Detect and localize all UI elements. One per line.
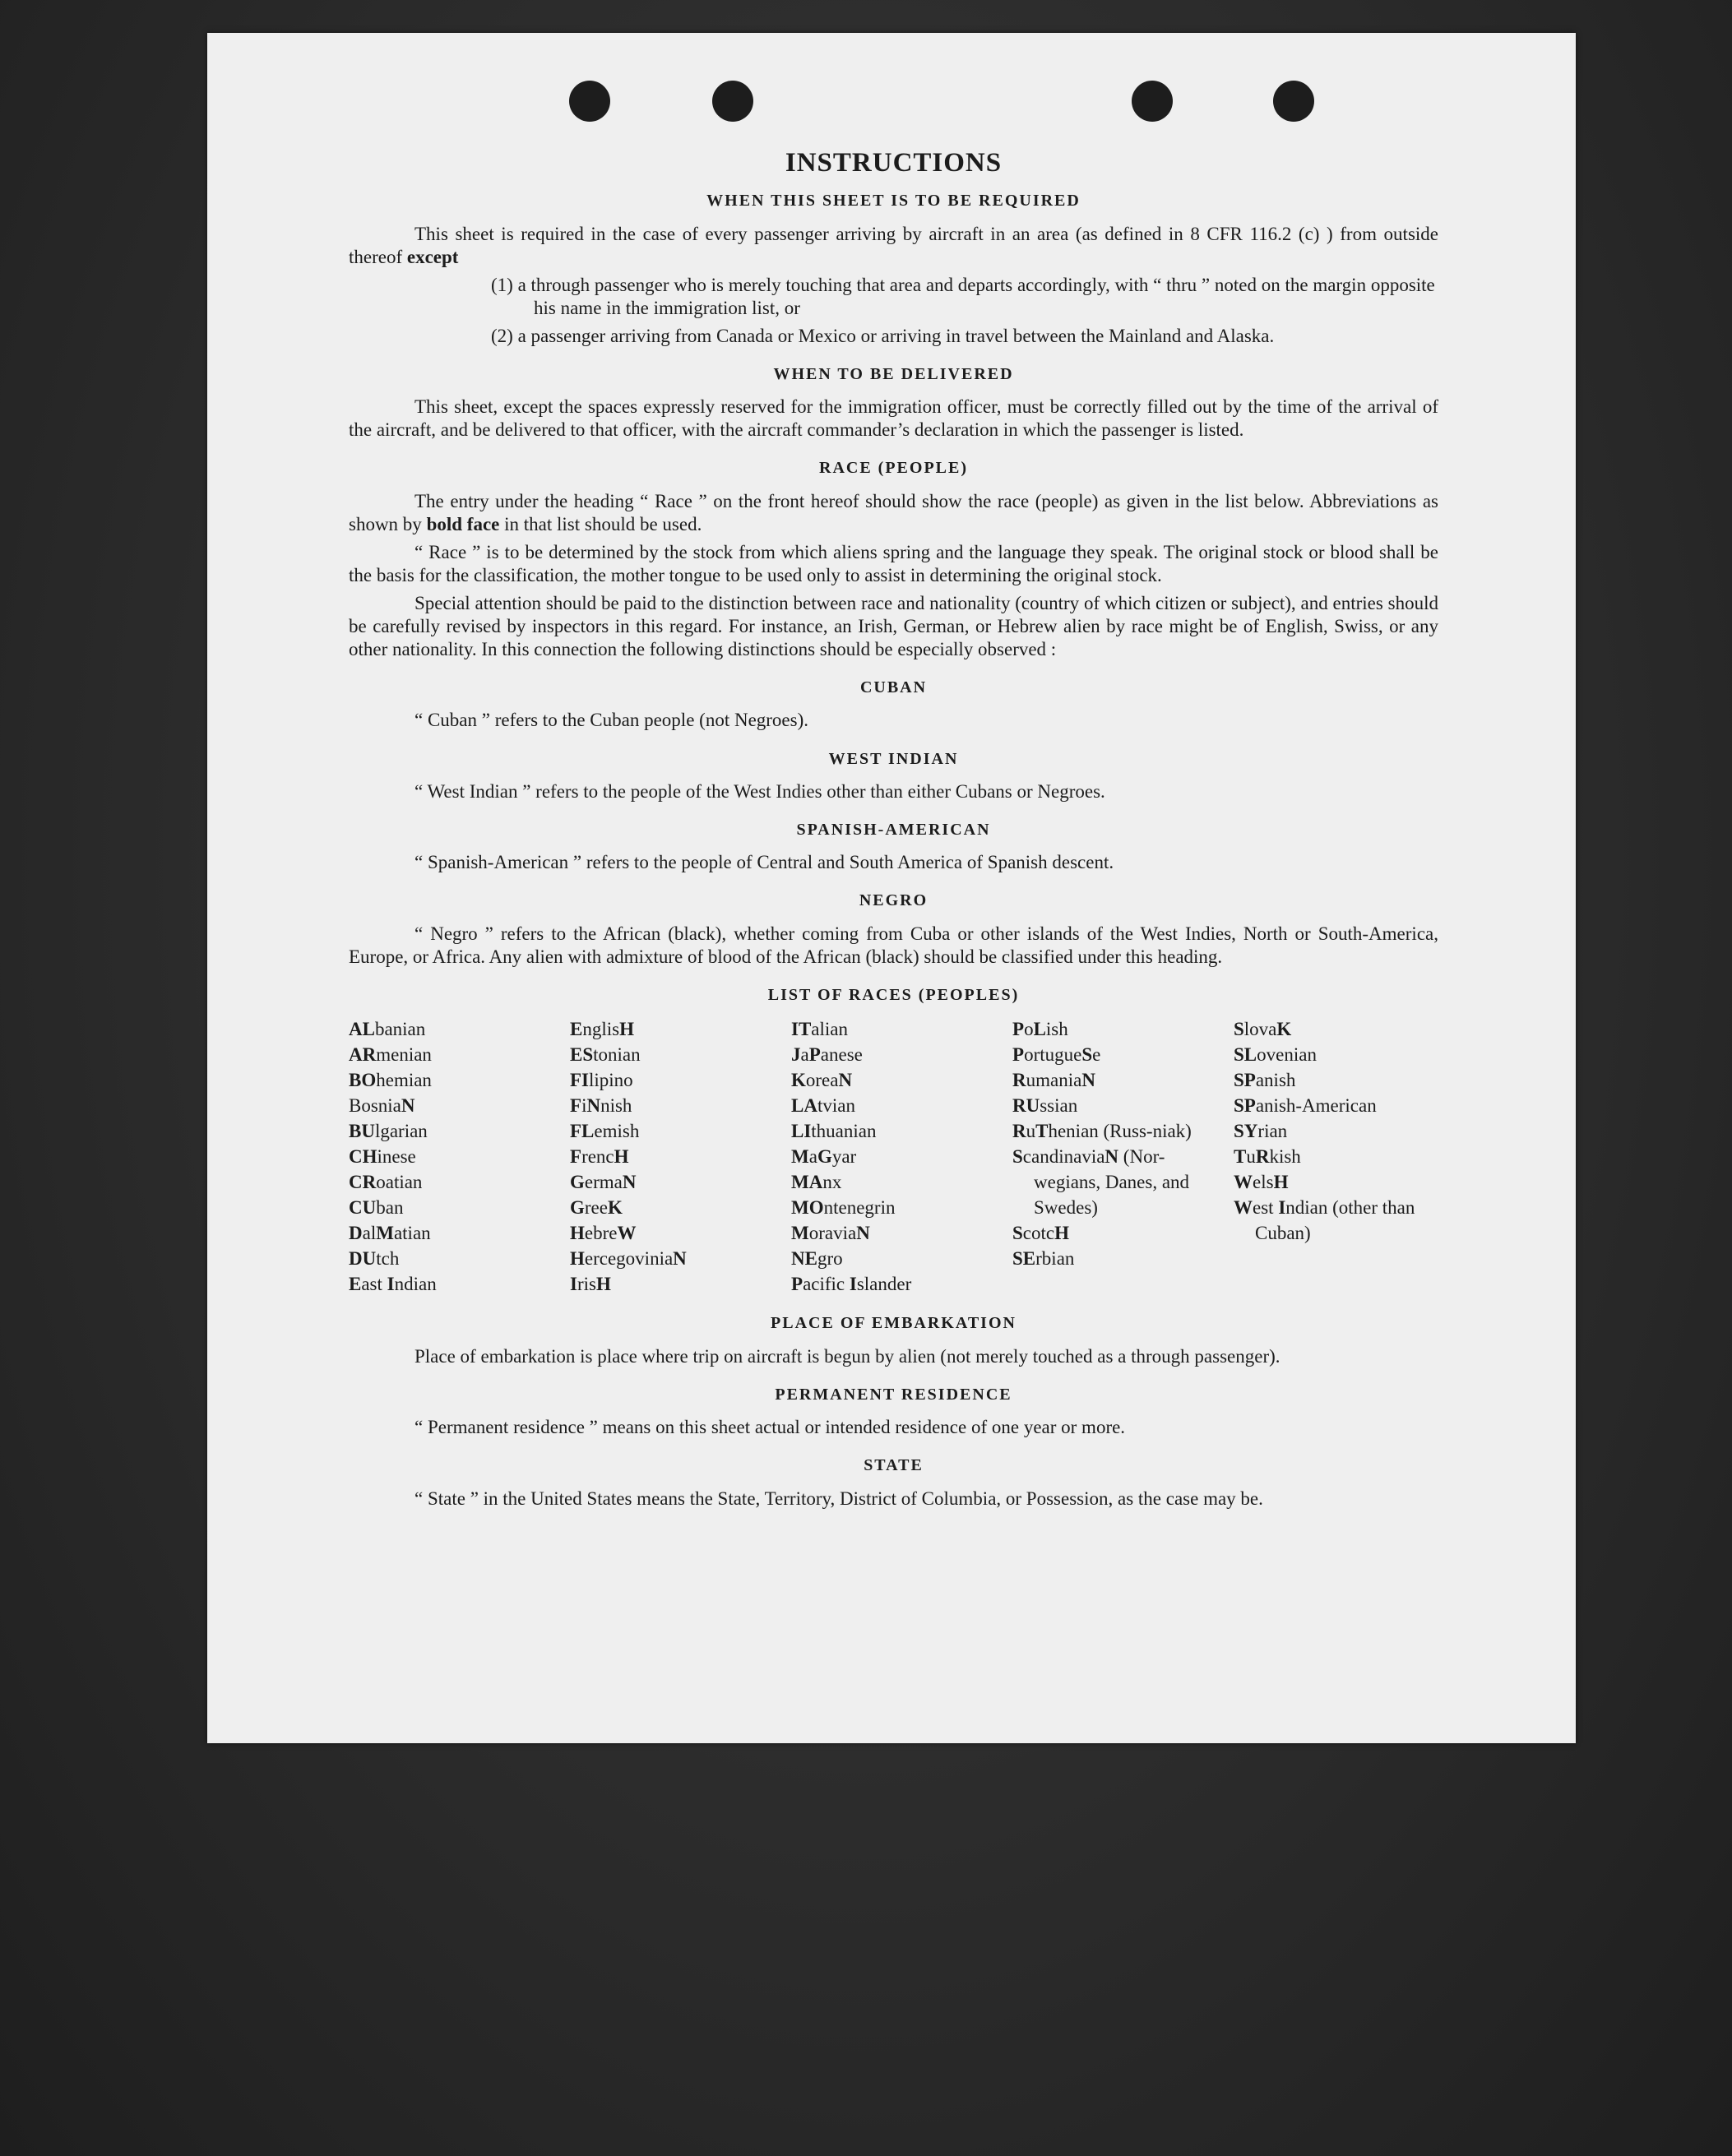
race-entry: GreeK (570, 1197, 623, 1219)
races-list (349, 1016, 1438, 1297)
race-entry: LIthuanian (791, 1121, 877, 1142)
race-entry: TuRkish (1234, 1146, 1301, 1168)
heading-state: STATE (864, 1456, 924, 1475)
punch-hole (1273, 81, 1314, 122)
race-column (1234, 1016, 1438, 1297)
heading-negro: NEGRO (859, 891, 929, 910)
state-text: “ State ” in the United States means the State, Territory, District of Columbia, or Possession, as the case may be. (414, 1487, 1263, 1509)
race-entry: SPanish (1234, 1070, 1296, 1091)
race-column (791, 1016, 996, 1297)
race-entry: ScandinaviaN (Nor-wegians, Danes, and Swedes) (1012, 1146, 1190, 1219)
race-entry: LAtvian (791, 1095, 855, 1117)
race-entry: EStonian (570, 1044, 641, 1066)
sheet-content (349, 146, 1438, 1515)
race-entry: Pacific Islander (791, 1274, 912, 1295)
race-entry: MaGyar (791, 1146, 857, 1168)
race-entry: CRoatian (349, 1172, 423, 1193)
race-entry: BOhemian (349, 1070, 432, 1091)
when-delivered-text: This sheet, except the spaces expressly reserved for the immigration officer, must be correctly filled out by the time of the arrival of the aircraft, and be delivered to that officer, with the aircraft commander’s declaration in which the passenger is listed. (349, 396, 1438, 441)
heading-west-indian: WEST INDIAN (828, 749, 959, 768)
punch-hole (1132, 81, 1173, 122)
west-indian-text: “ West Indian ” refers to the people of the West Indies other than either Cubans or Negroes. (414, 780, 1105, 802)
heading-list-of-races: LIST OF RACES (PEOPLES) (767, 985, 1020, 1004)
page-title: INSTRUCTIONS (785, 148, 1003, 178)
race-entry: ARmenian (349, 1044, 432, 1066)
punch-hole (569, 81, 610, 122)
race-entry: East Indian (349, 1274, 437, 1295)
race-entry: SYrian (1234, 1121, 1288, 1142)
race-entry: SPanish-American (1234, 1095, 1377, 1117)
race-entry: BUlgarian (349, 1121, 428, 1142)
embarkation-text: Place of embarkation is place where trip on aircraft is begun by alien (not merely touched as a through passenger). (414, 1345, 1280, 1367)
race-entry: HercegoviniaN (570, 1248, 687, 1270)
race-entry: WelsH (1234, 1172, 1289, 1193)
race-paragraph-1: The entry under the heading “ Race ” on the front hereof should show the race (people) as given in the list below. Abbreviations as shown by bold face in that list should be used. (349, 490, 1438, 534)
race-entry: PoLish (1012, 1019, 1068, 1040)
race-entry: FrencH (570, 1146, 629, 1168)
race-entry: DUtch (349, 1248, 400, 1270)
race-entry: SlovaK (1234, 1019, 1292, 1040)
race-entry: RumaniaN (1012, 1070, 1095, 1091)
race-entry: DalMatian (349, 1223, 431, 1244)
race-entry: SLovenian (1234, 1044, 1317, 1066)
race-entry: GermaN (570, 1172, 637, 1193)
cuban-text: “ Cuban ” refers to the Cuban people (not Negroes). (414, 710, 809, 731)
race-entry: FiNnish (570, 1095, 632, 1117)
heading-spanish-american: SPANISH-AMERICAN (796, 820, 991, 839)
exception-item-1: (1) a through passenger who is merely touching that area and departs accordingly, with “ thru ” noted on the margin opposite his name in the immigration list, or (491, 274, 1435, 318)
race-entry: FIlipino (570, 1070, 633, 1091)
instruction-sheet (207, 33, 1576, 1743)
race-entry: HebreW (570, 1223, 637, 1244)
when-required-intro: This sheet is required in the case of every passenger arriving by aircraft in an area (as defined in 8 CFR 116.2 (c) ) from outside thereof except (349, 223, 1438, 267)
heading-embarkation: PLACE OF EMBARKATION (771, 1314, 1017, 1333)
race-entry: CUban (349, 1197, 404, 1219)
race-entry: MAnx (791, 1172, 842, 1193)
punch-hole (712, 81, 753, 122)
race-column (349, 1016, 553, 1297)
race-entry: CHinese (349, 1146, 416, 1168)
race-entry: RuThenian (Russ-niak) (1012, 1121, 1192, 1142)
race-entry: KoreaN (791, 1070, 853, 1091)
race-column (570, 1016, 775, 1297)
exception-item-2: (2) a passenger arriving from Canada or Mexico or arriving in travel between the Mainland and Alaska. (491, 325, 1275, 346)
race-entry: IrisH (570, 1274, 611, 1295)
race-column (1012, 1016, 1217, 1297)
race-paragraph-3: Special attention should be paid to the distinction between race and nationality (country of which citizen or subject), and entries should be carefully revised by inspectors in this regard. For instance, an Irish, German, or Hebrew alien by race might be of English, Swiss, or any other nationality. In this connection the following distinctions should be especially observed : (349, 592, 1438, 660)
race-entry: EnglisH (570, 1019, 634, 1040)
race-entry: NEgro (791, 1248, 843, 1270)
race-entry: ALbanian (349, 1019, 426, 1040)
race-entry: FLemish (570, 1121, 640, 1142)
race-paragraph-2: “ Race ” is to be determined by the stock from which aliens spring and the language they speak. The original stock or blood shall be the basis for the classification, the mother tongue to be used only to assist in determining the original stock. (349, 541, 1438, 585)
heading-permanent-residence: PERMANENT RESIDENCE (775, 1385, 1012, 1404)
race-entry: ScotcH (1012, 1223, 1069, 1244)
residence-text: “ Permanent residence ” means on this sheet actual or intended residence of one year or more. (414, 1417, 1126, 1438)
heading-race: RACE (PEOPLE) (819, 459, 968, 478)
heading-when-delivered: WHEN TO BE DELIVERED (773, 364, 1014, 383)
race-entry: MoraviaN (791, 1223, 870, 1244)
race-entry: MOntenegrin (791, 1197, 896, 1219)
heading-cuban: CUBAN (859, 678, 928, 697)
negro-text: “ Negro ” refers to the African (black), whether coming from Cuba or other islands of the West Indies, North or South-America, Europe, or Africa. Any alien with admixture of blood of the African (black) should be classified under this heading. (349, 923, 1438, 967)
heading-when-required: WHEN THIS SHEET IS TO BE REQUIRED (706, 192, 1081, 211)
race-entry: ITalian (791, 1019, 848, 1040)
spanish-american-text: “ Spanish-American ” refers to the people of Central and South America of Spanish descent. (414, 852, 1114, 873)
race-entry: BosniaN (349, 1095, 415, 1117)
race-entry: RUssian (1012, 1095, 1078, 1117)
race-entry: JaPanese (791, 1044, 863, 1066)
race-entry: West Indian (other than Cuban) (1234, 1197, 1415, 1244)
race-entry: PortugueSe (1012, 1044, 1101, 1066)
race-entry: SErbian (1012, 1248, 1075, 1270)
